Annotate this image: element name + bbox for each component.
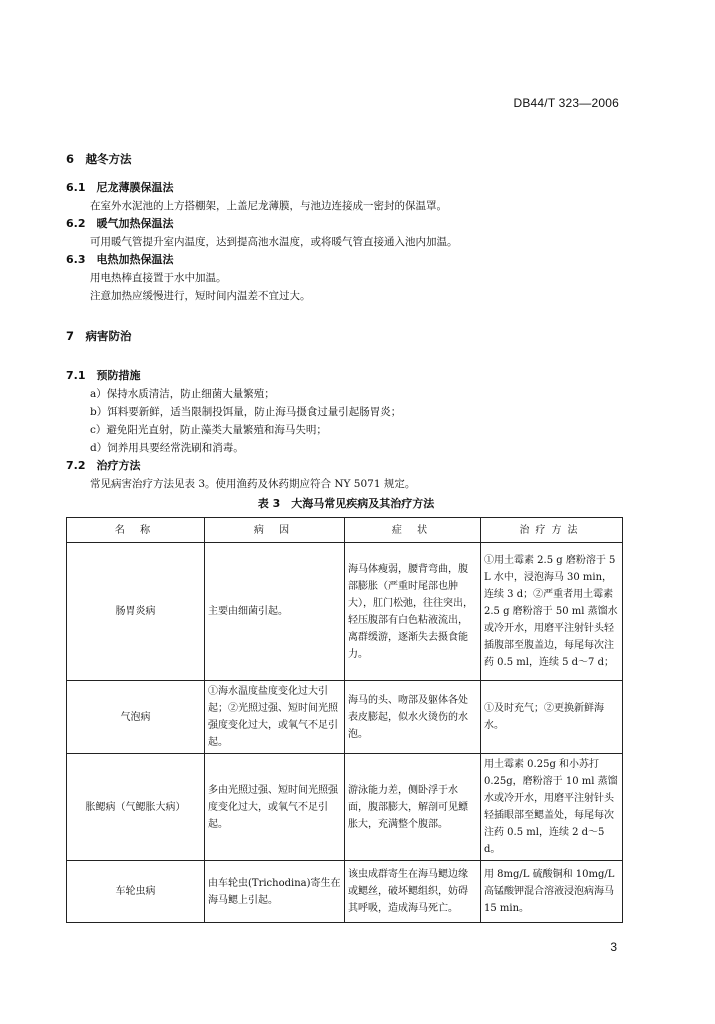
header-treatment: 治疗方法: [481, 518, 623, 543]
table-row: [67, 543, 623, 681]
disease-treatment: 用土霉素 0.25g 和小苏打 0.25g，磨粉溶于 10 ml 蒸馏水或冷开水，用磨平注射针头轻插眼部至鳃盖处，每尾每次注药 0.5 ml，连续 2 d～5 d。: [481, 754, 623, 861]
header-name: 名 称: [67, 518, 205, 543]
disease-treatment: ①及时充气；②更换新鲜海水。: [481, 681, 623, 754]
section-6-1-title: 6.1 尼龙薄膜保温法: [66, 181, 174, 194]
disease-name: 车轮虫病: [67, 861, 205, 923]
table-row: [67, 861, 623, 923]
disease-symptom: 海马体瘦弱，腰背弯曲，腹部膨胀（严重时尾部也肿大），肛门松弛，往往突出，轻压腹部有白色粘液流出，离群缓游，逐渐失去摄食能力。: [345, 543, 481, 681]
section-7-2-title: 7.2 治疗方法: [66, 459, 141, 472]
disease-name: 气泡病: [67, 681, 205, 754]
section-6-3-title: 6.3 电热加热保温法: [66, 253, 174, 266]
disease-symptom: 海马的头、吻部及躯体各处表皮膨起，似水火烫伤的水泡。: [345, 681, 481, 754]
section-7-1-title: 7.1 预防措施: [66, 369, 141, 382]
table-header-row: [67, 518, 623, 543]
disease-symptom: 该虫成群寄生在海马鳃边缘或鳃丝，破坏鳃组织，妨碍其呼吸，造成海马死亡。: [345, 861, 481, 923]
disease-treatment: 用 8mg/L 硫酸铜和 10mg/L 高锰酸钾混合溶液浸泡病海马 15 min。: [481, 861, 623, 923]
disease-name: 胀鳃病（气鳃胀大病）: [67, 754, 205, 861]
section-6-2-text: 可用暖气管提升室内温度，达到提高池水温度，或将暖气管直接通入池内加温。: [90, 236, 458, 248]
section-6-1-text: 在室外水泥池的上方搭棚架，上盖尼龙薄膜，与池边连接成一密封的保温罩。: [90, 200, 447, 212]
section-6-3-text-2: 注意加热应缓慢进行，短时间内温差不宜过大。: [90, 290, 311, 302]
table-row: [67, 681, 623, 754]
disease-treatment: ①用土霉素 2.5 g 磨粉溶于 5 L 水中，浸泡海马 30 min，连续 3 d；②严重者用土霉素 2.5 g 磨粉溶于 50 ml 蒸馏水或冷开水，用磨平注射针头轻插腹部至腹盖边，每尾每次注药 0.5 ml，连续 5 d～7 d；: [481, 543, 623, 681]
header-symptom: 症 状: [345, 518, 481, 543]
disease-cause: ①海水温度盐度变化过大引起；②光照过强、短时间光照强度变化过大，或氧气不足引起。: [205, 681, 345, 754]
section-7-title: 7 病害防治: [66, 329, 132, 343]
prevention-item: b）饵料要新鲜，适当限制投饵量，防止海马摄食过量引起肠胃炎；: [90, 406, 402, 418]
disease-table: [66, 517, 623, 923]
disease-cause: 多由光照过强、短时间光照强度变化过大，或氧气不足引起。: [205, 754, 345, 861]
prevention-item: c）避免阳光直射，防止藻类大量繁殖和海马失明；: [90, 424, 327, 436]
disease-cause: 由车轮虫(Trichodina)寄生在海马鳃上引起。: [205, 861, 345, 923]
page-number: 3: [610, 940, 617, 954]
disease-name: 肠胃炎病: [67, 543, 205, 681]
standard-code: DB44/T 323—2006: [513, 96, 619, 110]
disease-symptom: 游泳能力差，侧卧浮于水面，腹部膨大，解剖可见鳔胀大，充满整个腹部。: [345, 754, 481, 861]
section-6-3-text-1: 用电热棒直接置于水中加温。: [90, 272, 227, 284]
disease-cause: 主要由细菌引起。: [205, 543, 345, 681]
table-row: [67, 754, 623, 861]
section-7-2-text: 常见病害治疗方法见表 3。使用渔药及休药期应符合 NY 5071 规定。: [90, 478, 416, 490]
header-cause: 病 因: [205, 518, 345, 543]
prevention-item: a）保持水质清洁，防止细菌大量繁殖；: [90, 388, 275, 400]
table-title: 表 3 大海马常见疾病及其治疗方法: [257, 497, 435, 510]
section-6-2-title: 6.2 暖气加热保温法: [66, 217, 174, 230]
section-6-title: 6 越冬方法: [66, 152, 132, 166]
prevention-item: d）饲养用具要经常洗刷和消毒。: [90, 442, 244, 454]
document-body: [66, 150, 626, 923]
